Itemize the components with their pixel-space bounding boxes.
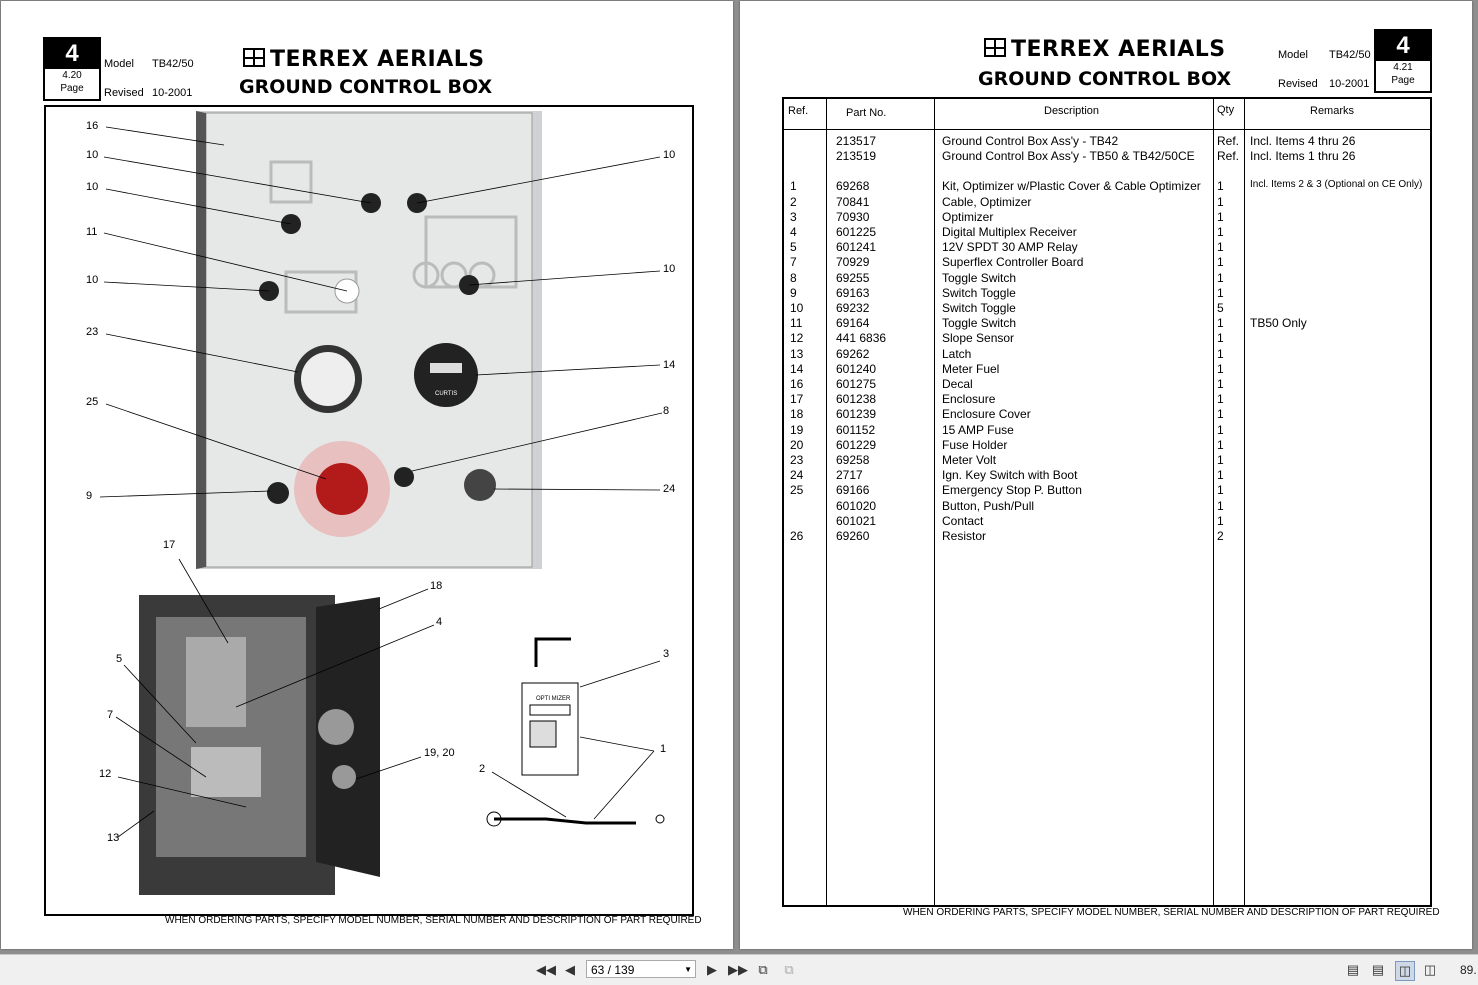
callout: 7 [107, 709, 114, 721]
zoom-readout[interactable]: 89. [1460, 963, 1477, 977]
cell-qty: 1 [1217, 240, 1224, 255]
page-title: GROUND CONTROL BOX [978, 68, 1232, 90]
cell-ref: 19 [790, 422, 804, 437]
key-switch [464, 469, 496, 501]
cell-desc: Switch Toggle [942, 285, 1016, 300]
cell-qty: 1 [1217, 422, 1224, 437]
table-row [784, 301, 1430, 316]
page-display: 63 / 139 [591, 963, 635, 977]
cell-qty: 1 [1217, 498, 1224, 513]
cell-desc: 15 AMP Fuse [942, 422, 1014, 437]
cell-desc: Superflex Controller Board [942, 255, 1084, 270]
table-row [784, 240, 1430, 255]
table-row [784, 483, 1430, 498]
cell-qty: 1 [1217, 285, 1224, 300]
table-row [784, 286, 1430, 301]
callout: 10 [86, 181, 99, 193]
toggle-switch [394, 467, 414, 487]
facing-continuous-icon[interactable]: ◫ [1423, 962, 1437, 977]
table-row [784, 499, 1430, 514]
cell-part: 70929 [836, 255, 870, 270]
brand-logo [243, 47, 485, 72]
section-number: 4 [1376, 31, 1430, 61]
cell-desc: Meter Fuel [942, 361, 1000, 376]
cell-ref: 14 [790, 361, 804, 376]
cell-part: 601241 [836, 240, 877, 255]
cell-ref: 1 [790, 179, 797, 194]
cell-part: 601239 [836, 407, 877, 422]
revised-value: 10-2001 [1329, 78, 1370, 90]
cell-desc: Enclosure Cover [942, 407, 1031, 422]
cell-qty: 1 [1217, 437, 1224, 452]
cell-part: 601152 [836, 422, 876, 437]
figure-frame [44, 105, 694, 916]
cell-ref: 8 [790, 270, 797, 285]
cell-part: 441 6836 [836, 331, 887, 346]
callout: 19, 20 [424, 747, 455, 759]
cell-part: 601238 [836, 392, 877, 407]
cell-desc: Latch [942, 346, 972, 361]
cell-ref: 20 [790, 437, 804, 452]
col-header-part: Part No. [846, 107, 887, 119]
table-row [784, 255, 1430, 270]
cell-qty: 1 [1217, 316, 1224, 331]
cell-desc: Ign. Key Switch with Boot [942, 468, 1078, 483]
cell-part: 601229 [836, 437, 877, 452]
cell-ref: 23 [790, 453, 804, 467]
cell-qty: 1 [1217, 483, 1224, 498]
section-box [1374, 29, 1432, 93]
cell-qty: 1 [1217, 209, 1224, 224]
brand-mark-icon [984, 38, 1006, 57]
callout: 18 [430, 580, 443, 592]
table-row [784, 195, 1430, 210]
table-row [784, 331, 1430, 346]
callout: 23 [86, 326, 99, 338]
model-label: Model [1278, 49, 1308, 61]
cell-desc: Toggle Switch [942, 316, 1017, 331]
cell-desc: Emergency Stop P. Button [942, 483, 1082, 498]
fuel-meter [414, 343, 478, 407]
cell-qty: 1 [1217, 468, 1224, 483]
table-row [784, 514, 1430, 529]
table-row [784, 362, 1430, 377]
cell-qty: 1 [1217, 407, 1224, 422]
revised-label: Revised [1278, 78, 1318, 90]
cell-qty: 1 [1217, 377, 1224, 391]
cell-desc: Optimizer [942, 209, 994, 224]
cell-part: 601275 [836, 377, 877, 391]
cell-part: 69260 [836, 529, 870, 543]
callout: 24 [663, 483, 676, 495]
cell-qty: 1 [1217, 255, 1224, 270]
copy-disabled-icon: ⧉ [784, 962, 794, 977]
cell-ref: 2 [790, 194, 797, 209]
callout: 10 [663, 263, 676, 275]
cell-remarks: Incl. Items 2 & 3 (Optional on CE Only) [1250, 179, 1423, 191]
callout: 8 [663, 405, 670, 417]
table-row [784, 134, 1430, 149]
section-number: 4 [45, 39, 99, 69]
cell-part: 70841 [836, 194, 870, 209]
cell-desc: 12V SPDT 30 AMP Relay [942, 240, 1078, 255]
callout: 10 [663, 149, 676, 161]
callout: 25 [86, 396, 99, 408]
cell-qty: Ref. [1217, 134, 1240, 148]
cell-desc: Cable, Optimizer [942, 194, 1032, 209]
cell-ref: 3 [790, 209, 797, 224]
cell-desc: Resistor [942, 529, 987, 543]
page-title: GROUND CONTROL BOX [239, 76, 493, 98]
cell-desc: Meter Volt [942, 453, 997, 467]
table-row [784, 529, 1430, 544]
brand-name: TERREX AERIALS [1011, 37, 1226, 62]
page-number-input[interactable] [586, 960, 696, 978]
cell-part: 601021 [836, 513, 877, 528]
cell-qty: 1 [1217, 225, 1224, 239]
callout: 1 [660, 743, 667, 755]
single-page-icon[interactable]: ▤ [1346, 962, 1360, 977]
callout: 16 [86, 120, 99, 132]
cell-ref: 5 [790, 240, 797, 255]
cell-qty: 1 [1217, 453, 1224, 467]
cell-ref: 18 [790, 407, 804, 422]
cell-ref: 25 [790, 483, 804, 498]
callout: 4 [436, 616, 443, 628]
col-header-remarks: Remarks [1310, 105, 1355, 117]
next-page-icon[interactable]: ▶ [707, 962, 717, 977]
cell-desc: Button, Push/Pull [942, 498, 1035, 513]
table-row [784, 377, 1430, 392]
cell-qty: 1 [1217, 346, 1224, 361]
table-row [784, 347, 1430, 362]
cell-ref: 12 [790, 331, 804, 346]
cell-desc: Slope Sensor [942, 331, 1015, 346]
revised-value: 10-2001 [152, 87, 193, 99]
chevron-down-icon[interactable]: ▼ [684, 965, 692, 974]
cell-part: 601240 [836, 361, 877, 376]
table-row [784, 210, 1430, 225]
emergency-stop-button [316, 463, 368, 515]
table-row [784, 468, 1430, 483]
page-number: 4.21 [1393, 62, 1413, 73]
callout: 14 [663, 359, 676, 371]
cell-ref: 26 [790, 529, 804, 543]
col-header-desc: Description [1044, 105, 1100, 117]
cell-ref: 9 [790, 285, 797, 300]
cell-qty: 1 [1217, 179, 1224, 194]
cell-part: 601225 [836, 225, 877, 239]
callout: 11 [86, 226, 98, 238]
cell-part: 70930 [836, 209, 870, 224]
table-row [784, 316, 1430, 331]
callout: 12 [99, 768, 112, 780]
table-row [784, 149, 1430, 164]
cell-qty: 1 [1217, 392, 1224, 407]
optimizer-label: OPTI MIZER [536, 696, 571, 702]
revised-label: Revised [104, 87, 144, 99]
table-row [784, 407, 1430, 422]
cell-qty: 1 [1217, 194, 1224, 209]
cell-qty: 1 [1217, 361, 1224, 376]
left-page [1, 1, 733, 949]
model-value: TB42/50 [152, 58, 194, 70]
cell-remarks: Incl. Items 4 thru 26 [1250, 134, 1356, 148]
cell-qty: Ref. [1217, 149, 1240, 164]
cell-part: 69255 [836, 270, 870, 285]
callout: 3 [663, 648, 670, 660]
cell-desc: Digital Multiplex Receiver [942, 225, 1077, 239]
model-value: TB42/50 [1329, 49, 1371, 61]
callout: 10 [86, 274, 99, 286]
cell-ref: 4 [790, 225, 797, 239]
exploded-diagram [46, 107, 692, 914]
brand-name: TERREX AERIALS [270, 47, 485, 72]
cell-ref: 10 [790, 301, 804, 315]
toggle-switch [267, 482, 289, 504]
parts-table [782, 97, 1432, 907]
cell-ref: 11 [790, 316, 803, 331]
table-row [784, 225, 1430, 240]
section-box [43, 37, 101, 101]
col-header-ref: Ref. [788, 105, 809, 117]
model-label: Model [104, 58, 134, 70]
cell-remarks: TB50 Only [1250, 316, 1307, 331]
cell-part: 69166 [836, 483, 870, 498]
facing-icon[interactable]: ◫ [1395, 961, 1415, 981]
cell-part: 213517 [836, 134, 877, 148]
cell-part: 601020 [836, 498, 877, 513]
cell-ref: 24 [790, 468, 804, 483]
cell-part: 213519 [836, 149, 877, 164]
cell-part: 69232 [836, 301, 870, 315]
cell-ref: 13 [790, 346, 804, 361]
last-page-icon[interactable]: ▶▶ [728, 962, 748, 977]
cell-qty: 2 [1217, 529, 1224, 543]
callout: 2 [479, 763, 486, 775]
cell-desc: Decal [942, 377, 973, 391]
table-row [784, 392, 1430, 407]
footer-note: WHEN ORDERING PARTS, SPECIFY MODEL NUMBER, SERIAL NUMBER AND DESCRIPTION OF PART REQUIRED [165, 915, 702, 926]
table-row [784, 453, 1430, 468]
brand-logo [984, 37, 1226, 62]
table-row [784, 423, 1430, 438]
first-page-icon[interactable]: ◀◀ [536, 962, 556, 977]
cell-desc: Enclosure [942, 392, 996, 407]
cell-qty: 1 [1217, 331, 1224, 346]
cell-ref: 16 [790, 377, 804, 391]
cell-desc: Fuse Holder [942, 437, 1008, 452]
cell-qty: 5 [1217, 301, 1224, 315]
cell-remarks: Incl. Items 1 thru 26 [1250, 149, 1356, 164]
table-row [784, 179, 1430, 194]
continuous-icon[interactable]: ▤ [1371, 962, 1385, 977]
copy-icon[interactable]: ⧉ [758, 962, 768, 977]
cell-part: 69268 [836, 179, 870, 194]
cell-desc: Contact [942, 513, 984, 528]
meter-brand-text: CURTIS [435, 391, 458, 397]
cell-desc: Ground Control Box Ass'y - TB42 [942, 134, 1119, 148]
cell-qty: 1 [1217, 513, 1224, 528]
page-label: Page [1391, 75, 1415, 86]
col-header-qty: Qty [1217, 104, 1235, 116]
page-number: 4.20 [62, 70, 82, 81]
table-row [784, 438, 1430, 453]
cell-part: 69163 [836, 285, 870, 300]
table-row [784, 271, 1430, 286]
callout: 10 [86, 149, 99, 161]
viewer-toolbar [0, 954, 1478, 985]
cell-desc: Ground Control Box Ass'y - TB50 & TB42/50CE [942, 149, 1195, 164]
cell-desc: Toggle Switch [942, 270, 1017, 285]
brand-mark-icon [243, 48, 265, 67]
cell-ref: 7 [790, 255, 797, 270]
callout: 13 [107, 832, 120, 844]
prev-page-icon[interactable]: ◀ [565, 962, 575, 977]
page-label: Page [60, 83, 84, 94]
cell-desc: Switch Toggle [942, 301, 1016, 315]
footer-note: WHEN ORDERING PARTS, SPECIFY MODEL NUMBER, SERIAL NUMBER AND DESCRIPTION OF PART REQUIRED [903, 907, 1440, 918]
optimizer-cable [494, 819, 636, 823]
callout: 5 [116, 653, 123, 665]
right-page [740, 1, 1472, 949]
callout: 9 [86, 490, 93, 502]
cell-desc: Kit, Optimizer w/Plastic Cover & Cable Optimizer [942, 179, 1201, 194]
cell-qty: 1 [1217, 270, 1224, 285]
cell-part: 69258 [836, 453, 870, 467]
cell-part: 69164 [836, 316, 870, 331]
cell-part: 69262 [836, 346, 870, 361]
cell-ref: 17 [790, 392, 804, 407]
cell-part: 2717 [836, 468, 863, 483]
callout: 17 [163, 539, 176, 551]
